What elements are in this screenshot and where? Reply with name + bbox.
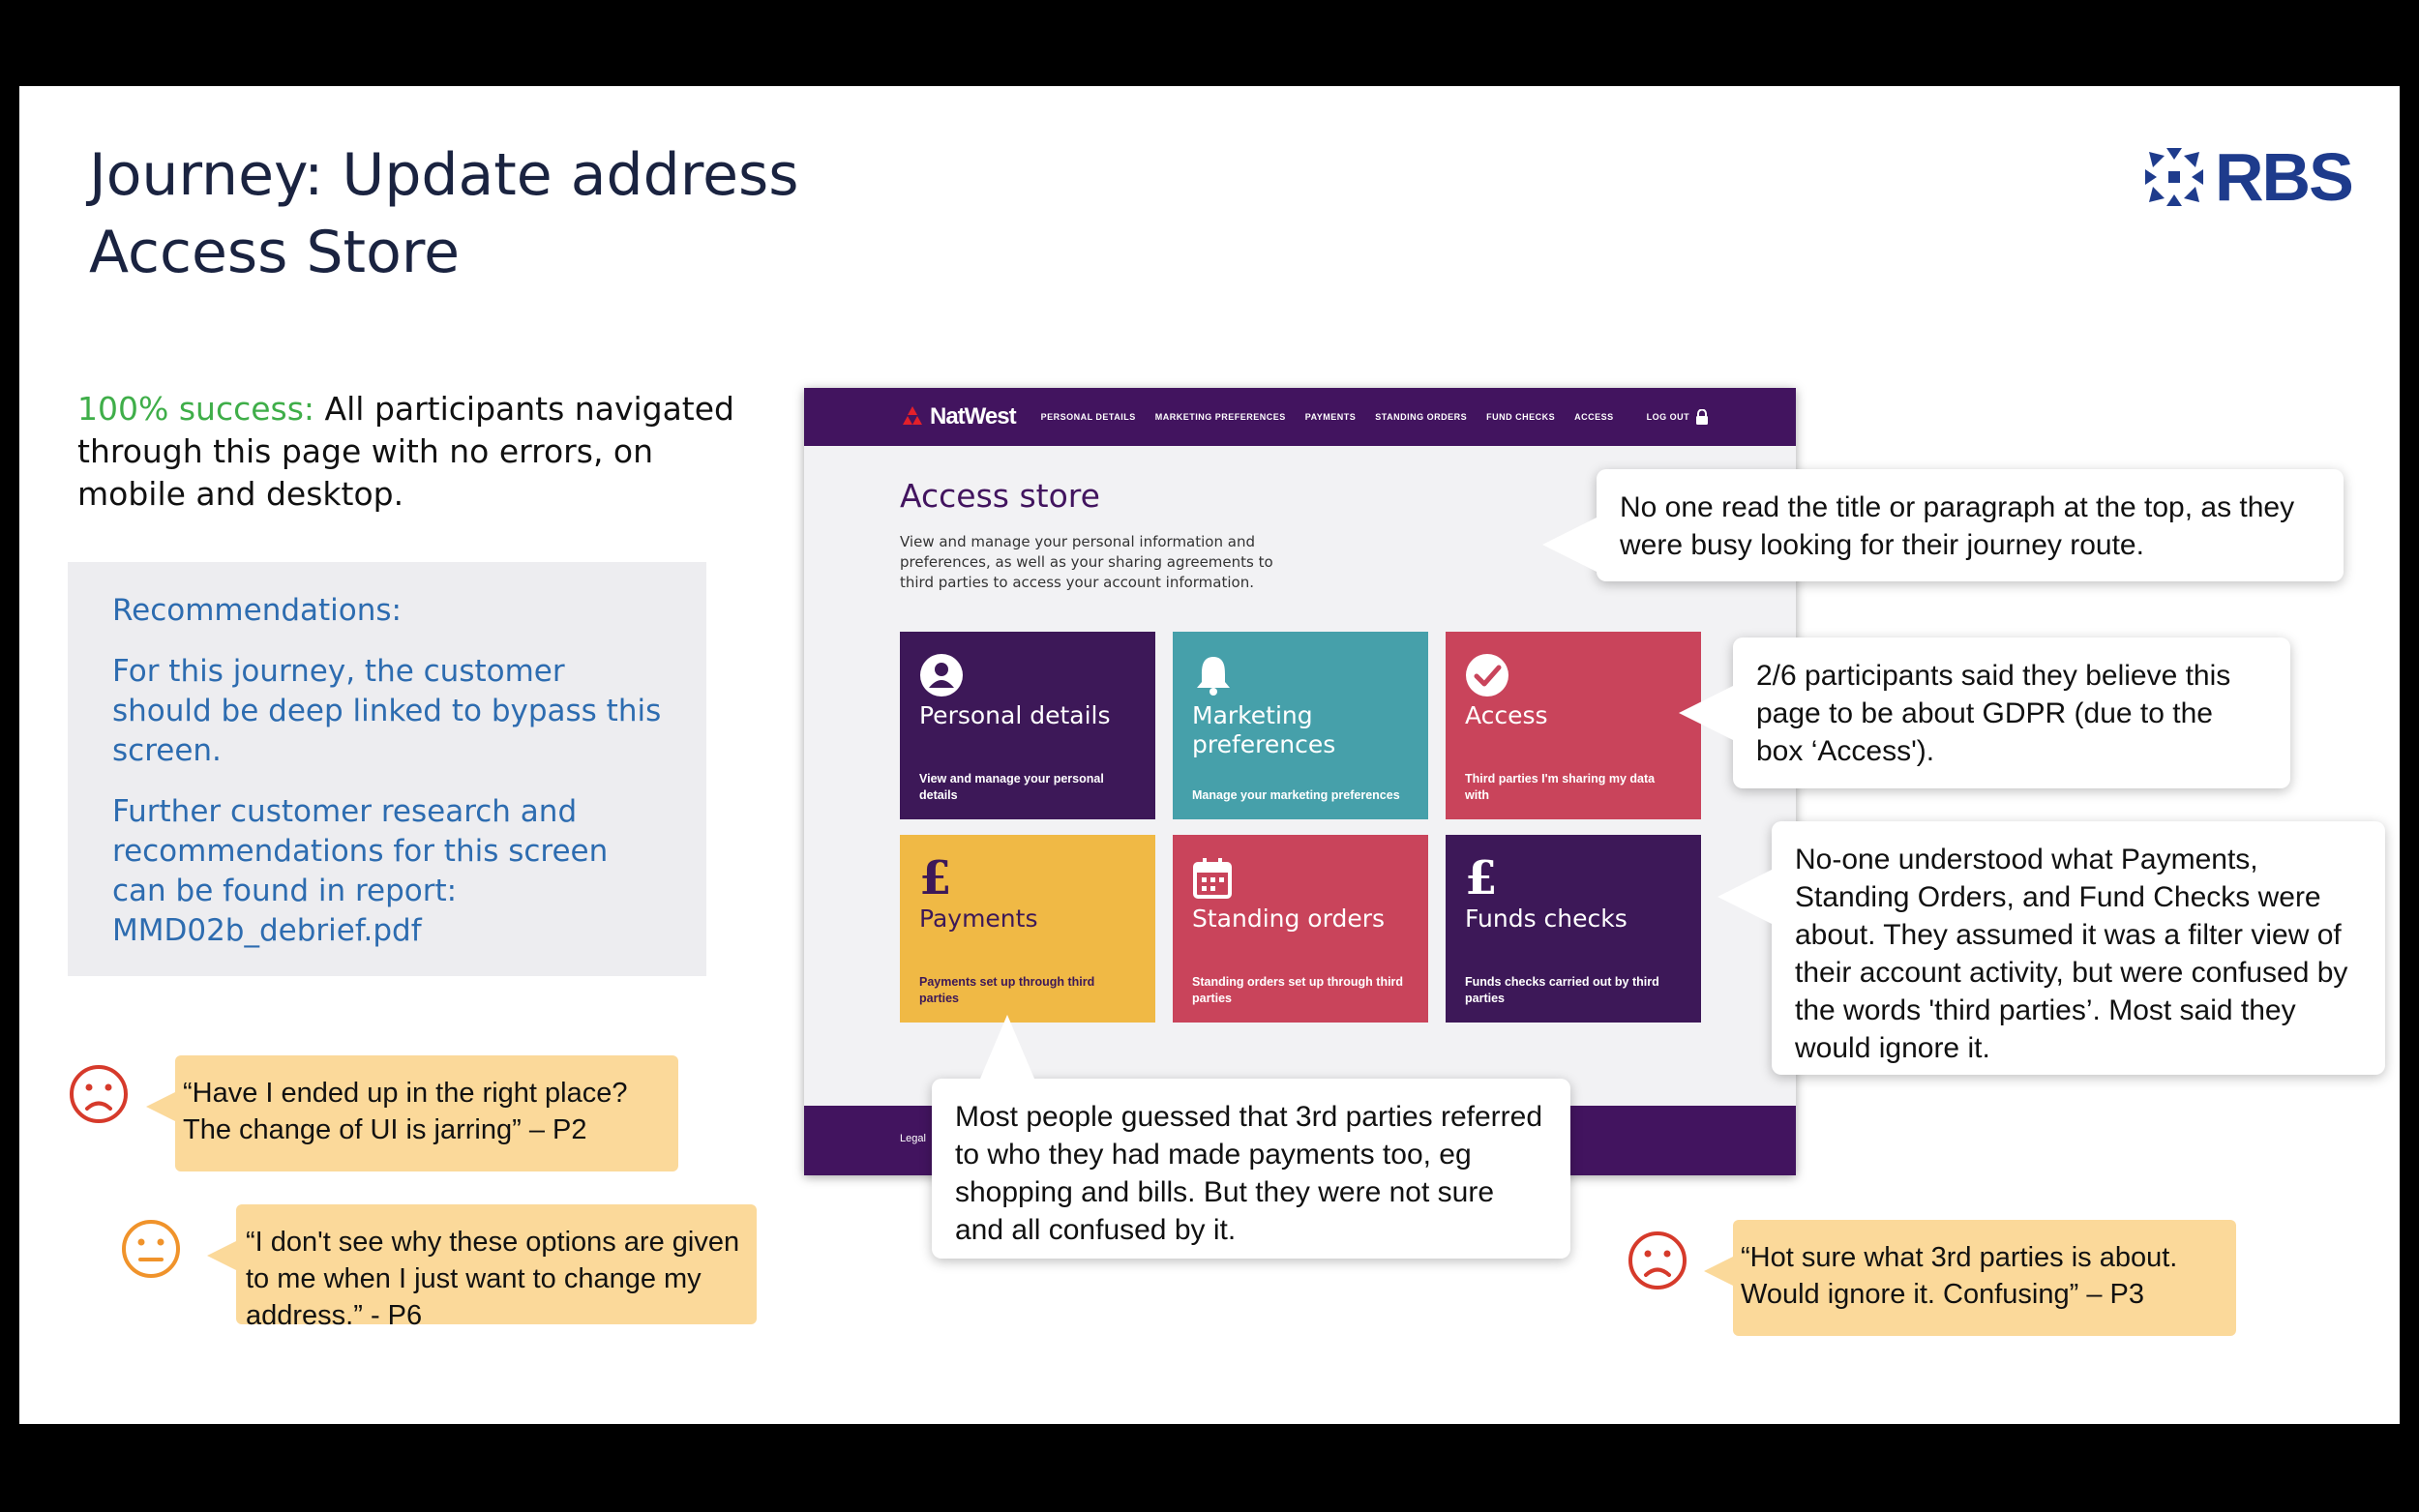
tile-title: Access (1465, 701, 1548, 729)
padlock-icon (1695, 409, 1709, 425)
quote-p6: “I don't see why these options are given to me when I just want to change my address.” - P6 (236, 1204, 757, 1324)
nav-marketing-preferences[interactable]: MARKETING PREFERENCES (1154, 412, 1286, 422)
tile-access[interactable] (1446, 632, 1701, 819)
callout-payments-confusion: No-one understood what Payments, Standing Orders, and Fund Checks were about. They assumed it was a filter view of their account activity, but were confused by the words 'third parties’. Most said they would ignore it. (1772, 821, 2385, 1075)
tile-title: Payments (919, 904, 1038, 933)
recommendation-2: Further customer research and recommendations for this screen can be found in report: MMD02b_debrief.pdf (112, 794, 609, 948)
tile-subtitle: Manage your marketing preferences (1192, 788, 1400, 802)
person-icon (919, 653, 964, 697)
bell-icon (1192, 653, 1235, 697)
quote-p3: “Hot sure what 3rd parties is about. Would ignore it. Confusing” – P3 (1733, 1220, 2236, 1336)
nav-fund-checks[interactable]: FUND CHECKS (1486, 412, 1556, 422)
calendar-icon (1192, 856, 1233, 901)
recommendations-box (68, 562, 706, 976)
title-line-2: Access Store (89, 219, 461, 286)
tile-subtitle: Funds checks carried out by third parties (1465, 975, 1659, 1005)
tile-marketing-preferences[interactable] (1173, 632, 1428, 819)
tile-title: Standing orders (1192, 904, 1385, 933)
sad-face-icon (68, 1063, 130, 1125)
footer-legal-link[interactable]: Legal (900, 1133, 926, 1144)
rbs-daisy-wheel-icon (2143, 146, 2205, 208)
callout-title-paragraph: No one read the title or paragraph at the top, as they were busy looking for their journey route. (1597, 469, 2344, 581)
recommendation-1: For this journey, the customer should be deep linked to bypass this screen. (112, 654, 662, 768)
callout-third-parties: Most people guessed that 3rd parties referred to who they had made payments too, eg shopping and bills. But they were not sure and all confused by it. (932, 1079, 1570, 1259)
nav-payments[interactable]: PAYMENTS (1304, 412, 1357, 422)
natwest-chevron-icon (901, 405, 924, 429)
tile-payments[interactable] (900, 835, 1155, 1023)
pound-icon: £ (1465, 851, 1498, 905)
tile-title: Funds checks (1465, 904, 1628, 933)
tile-funds-checks[interactable] (1446, 835, 1701, 1023)
natwest-logo[interactable] (901, 403, 1016, 430)
natwest-nav-links (1041, 409, 1710, 425)
nav-standing-orders[interactable]: STANDING ORDERS (1375, 412, 1468, 422)
access-store-title: Access store (900, 477, 1100, 515)
tile-title: Marketing preferences (1192, 701, 1336, 758)
natwest-nav-bar (804, 388, 1796, 446)
slide (19, 86, 2400, 1424)
tile-title: Personal details (919, 701, 1111, 729)
pound-icon: £ (919, 851, 952, 905)
recommendations-heading: Recommendations: (112, 593, 402, 628)
rbs-logo (2143, 139, 2356, 215)
sad-face-icon (1627, 1230, 1688, 1291)
nav-access[interactable]: ACCESS (1574, 412, 1614, 422)
tile-subtitle: View and manage your personal details (919, 772, 1104, 802)
slide-title (89, 136, 799, 291)
check-circle-icon (1465, 653, 1509, 697)
success-summary (77, 388, 755, 516)
tile-standing-orders[interactable] (1173, 835, 1428, 1023)
tile-subtitle: Third parties I'm sharing my data with (1465, 772, 1656, 802)
tile-personal-details[interactable] (900, 632, 1155, 819)
tile-subtitle: Standing orders set up through third parties (1192, 975, 1404, 1005)
rbs-logo-text: RBS (2215, 139, 2352, 215)
callout-gdpr: 2/6 participants said they believe this page to be about GDPR (due to the box ‘Access'). (1733, 637, 2290, 788)
neutral-face-icon (120, 1218, 182, 1280)
title-line-1: Journey: Update address (89, 141, 799, 209)
success-text: All participants navigated through this page with no errors, on mobile and desktop. (77, 390, 734, 513)
success-label: 100% success: (77, 390, 315, 428)
quote-p2: “Have I ended up in the right place? The change of UI is jarring” – P2 (175, 1055, 678, 1171)
nav-personal-details[interactable]: PERSONAL DETAILS (1040, 412, 1136, 422)
tile-subtitle: Payments set up through third parties (919, 975, 1095, 1005)
logout-label: LOG OUT (1646, 412, 1690, 422)
logout-button[interactable] (1647, 409, 1710, 425)
access-store-intro: View and manage your personal information and preferences, as well as your sharing agreements to third parties to access your account information. (900, 533, 1273, 591)
natwest-brand-text: NatWest (930, 403, 1016, 430)
